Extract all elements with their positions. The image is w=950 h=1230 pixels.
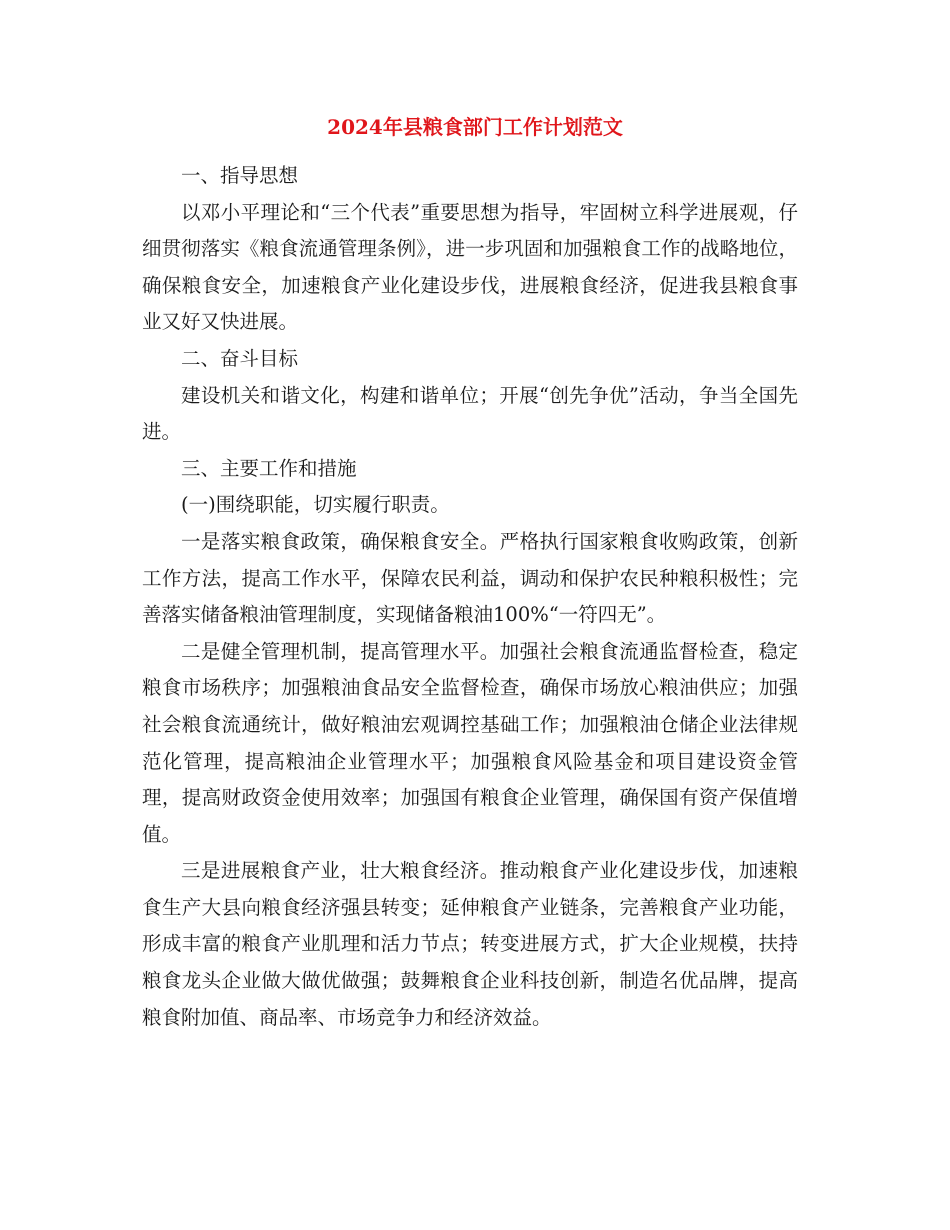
document-title: 2024年县粮食部门工作计划范文 xyxy=(327,115,623,139)
paragraph-goals: 建设机关和谐文化，构建和谐单位；开展“创先争优”活动，争当全国先进。 xyxy=(142,383,798,444)
paragraph-point-three: 三是进展粮食产业，壮大粮食经济。推动粮食产业化建设步伐，加速粮食生产大县向粮食经济强县转变；延伸粮食产业链条，完善粮食产业功能，形成丰富的粮食产业肌理和活力节点；转变进展方式，扩大企业规模，扶持粮食龙头企业做大做优做强；鼓舞粮食企业科技创新，制造名优品牌，提高粮食附加值、商品率、市场竞争力和经济效益。 xyxy=(142,859,798,1029)
paragraph-point-two: 二是健全管理机制，提高管理水平。加强社会粮食流通监督检查，稳定粮食市场秩序；加强粮油食品安全监督检查，确保市场放心粮油供应；加强社会粮食流通统计，做好粮油宏观调控基础工作；加强粮油仓储企业法律规范化管理，提高粮油企业管理水平；加强粮食风险基金和项目建设资金管理，提高财政资金使用效率；加强国有粮食企业管理，确保国有资产保值增值。 xyxy=(142,639,798,846)
section-heading-guiding-ideology: 一、指导思想 xyxy=(181,164,299,187)
section-heading-main-work: 三、主要工作和措施 xyxy=(181,456,357,480)
document-body xyxy=(142,158,798,1036)
section-heading-goals: 二、奋斗目标 xyxy=(181,346,299,370)
paragraph-point-one: 一是落实粮食政策，确保粮食安全。严格执行国家粮食收购政策，创新工作方法，提高工作水平，保障农民利益，调动和保护农民种粮积极性；完善落实储备粮油管理制度，实现储备粮油100%“一符四无”。 xyxy=(142,529,798,627)
subsection-heading-duties: (一)围绕职能，切实履行职责。 xyxy=(181,493,450,517)
paragraph-guiding-ideology: 以邓小平理论和“三个代表”重要思想为指导，牢固树立科学进展观，仔细贯彻落实《粮食流通管理条例》，进一步巩固和加强粮食工作的战略地位，确保粮食安全，加速粮食产业化建设步伐，进展粮食经济，促进我县粮食事业又好又快进展。 xyxy=(142,200,798,334)
